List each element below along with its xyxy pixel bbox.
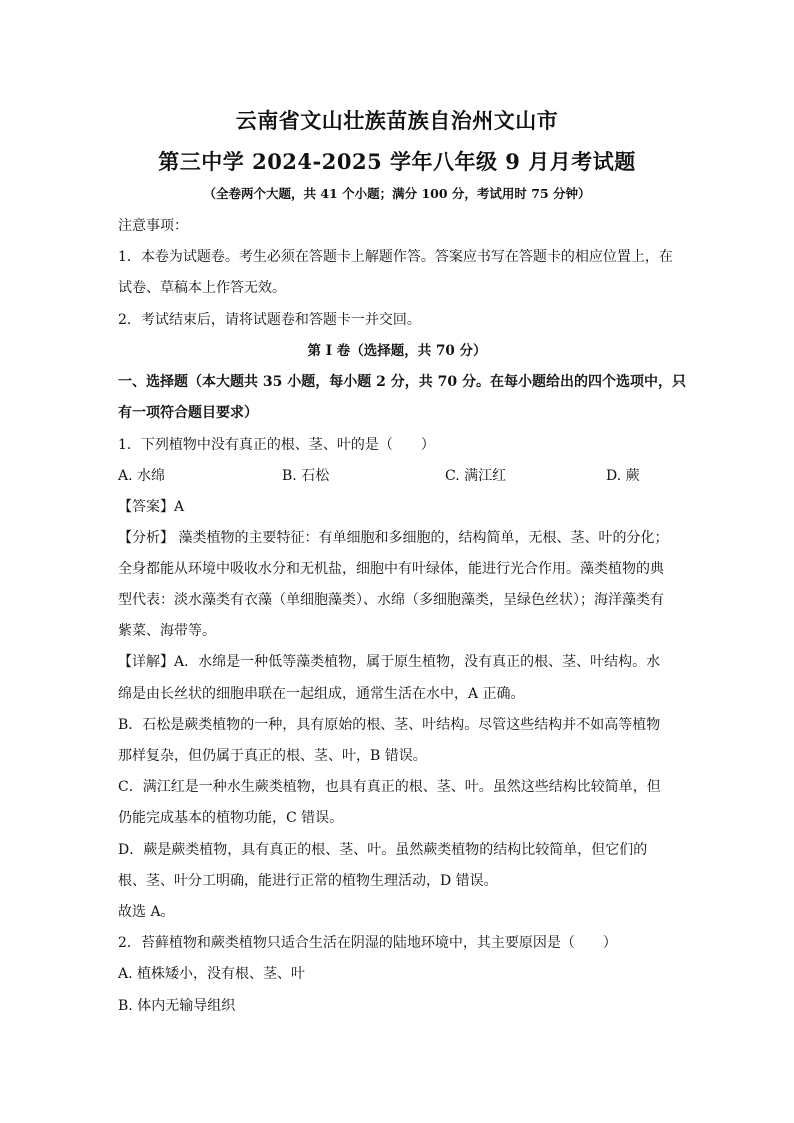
question-1-analysis-line: 全身都能从环境中吸收水分和无机盐，细胞中有叶绿体，能进行光合作用。藻类植物的典 <box>118 561 664 577</box>
volume-title: 第 I 卷（选择题，共 70 分） <box>307 343 487 359</box>
question-1-option-b: B. 石松 <box>282 468 330 484</box>
question-1-option-d: D. 蕨 <box>606 468 640 484</box>
question-1-detail-line: 绵是由长丝状的细胞串联在一起组成，通常生活在水中，A 正确。 <box>118 686 525 702</box>
question-1-detail-line: B．石松是蕨类植物的一种，具有原始的根、茎、叶结构。尽管这些结构并不如高等植物 <box>118 717 661 733</box>
question-1-detail-line: 仍能完成基本的植物功能，C 错误。 <box>118 810 344 826</box>
question-2-option-a: A. 植株矮小，没有根、茎、叶 <box>118 966 306 982</box>
question-1-detail-line: 【详解】A．水绵是一种低等藻类植物，属于原生植物，没有真正的根、茎、叶结构。水 <box>118 654 661 670</box>
question-1-detail-line: C．满江红是一种水生蕨类植物，也具有真正的根、茎、叶。虽然这些结构比较简单，但 <box>118 779 661 795</box>
question-1-answer: 【答案】A <box>118 499 185 515</box>
question-1-stem: 1．下列植物中没有真正的根、茎、叶的是（ ） <box>118 437 435 453</box>
note-1-line1: 1．本卷为试题卷。考生必须在答题卡上解题作答。答案应书写在答题卡的相应位置上，在 <box>118 249 673 265</box>
question-2-stem: 2．苔藓植物和蕨类植物只适合生活在阴湿的陆地环境中，其主要原因是（ ） <box>118 935 617 951</box>
notes-heading: 注意事项： <box>118 218 188 234</box>
question-2-option-b: B. 体内无输导组织 <box>118 998 236 1014</box>
exam-title-line1: 云南省文山壮族苗族自治州文山市 <box>235 108 559 133</box>
part1-instructions-line2: 有一项符合题目要求） <box>118 405 258 421</box>
question-1-analysis-line: 紫菜、海带等。 <box>118 623 216 639</box>
question-1-conclusion: 故选 A。 <box>118 904 175 920</box>
question-1-detail-line: D．蕨是蕨类植物，具有真正的根、茎、叶。虽然蕨类植物的结构比较简单，但它们的 <box>118 842 648 858</box>
note-1-line2: 试卷、草稿本上作答无效。 <box>118 280 286 296</box>
question-1-analysis-line: 型代表：淡水藻类有衣藻（单细胞藻类）、水绵（多细胞藻类，呈绿色丝状）；海洋藻类有 <box>118 592 664 608</box>
exam-title-line2: 第三中学 2024-2025 学年八年级 9 月月考试题 <box>158 149 636 174</box>
question-1-option-c: C. 满江红 <box>445 468 507 484</box>
part1-instructions-line1: 一、选择题（本大题共 35 小题，每小题 2 分，共 70 分。在每小题给出的四个选项中，只 <box>118 374 686 390</box>
question-1-detail-line: 那样复杂，但仍属于真正的根、茎、叶，B 错误。 <box>118 748 427 764</box>
question-1-detail-line: 根、茎、叶分工明确，能进行正常的植物生理活动，D 错误。 <box>118 873 498 889</box>
exam-subtitle: （全卷两个大题，共 41 个小题；满分 100 分，考试用时 75 分钟） <box>203 186 591 201</box>
note-2: 2．考试结束后，请将试题卷和答题卡一并交回。 <box>118 312 421 328</box>
question-1-option-a: A. 水绵 <box>118 468 166 484</box>
question-1-analysis-line: 【分析】 藻类植物的主要特征：有单细胞和多细胞的，结构简单，无根、茎、叶的分化； <box>118 530 669 546</box>
